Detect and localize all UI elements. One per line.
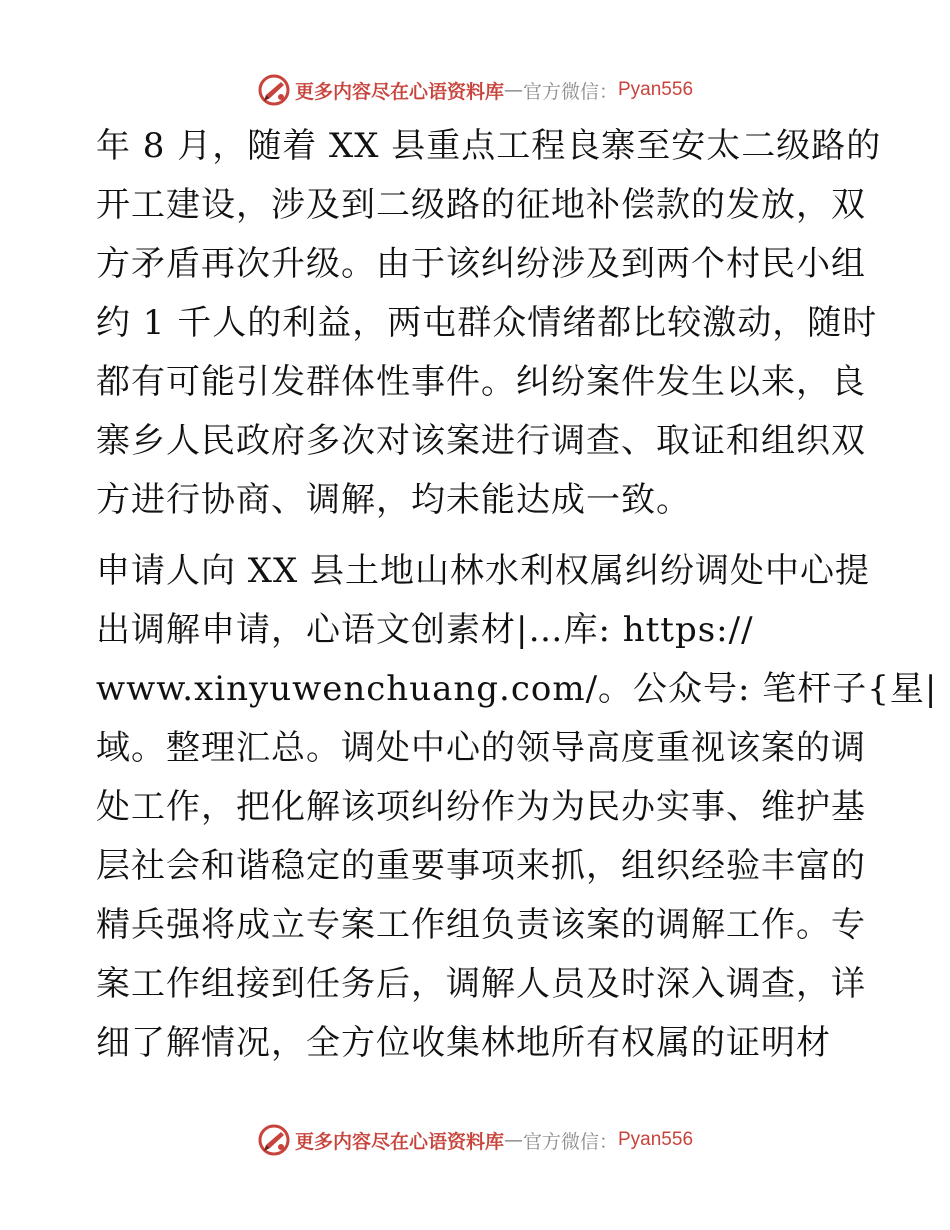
banner-main-text: 更多内容尽在心语资料库 <box>294 80 504 103</box>
footer-banner <box>0 1120 950 1160</box>
text-line: 域。整理汇总。调处中心的领导高度重视该案的调 <box>96 728 866 768</box>
paragraph-2 <box>96 542 938 1073</box>
text-line: 细了解情况，全方位收集林地所有权属的证明材 <box>96 1023 831 1063</box>
text-line: 申请人向 XX 县土地山林水利权属纠纷调处中心提 <box>96 551 871 591</box>
logo-icon <box>257 1123 291 1157</box>
text-line: www.xinyuwenchuang.com/。公众号: 笔杆子{星| <box>96 669 938 709</box>
document-body <box>96 117 938 1073</box>
paragraph-1 <box>96 117 882 530</box>
text-line: 案工作组接到任务后，调解人员及时深入调查，详 <box>96 964 866 1004</box>
text-line: 方矛盾再次升级。由于该纠纷涉及到两个村民小组 <box>96 244 866 284</box>
banner-wechat-label: 官方微信： <box>522 1130 618 1153</box>
text-line: 精兵强将成立专案工作组负责该案的调解工作。专 <box>96 905 866 945</box>
text-line: 寨乡人民政府多次对该案进行调查、取证和组织双 <box>96 421 866 461</box>
logo-icon <box>257 73 291 107</box>
banner-separator: — <box>503 1129 523 1151</box>
banner-separator: — <box>503 79 523 101</box>
header-banner <box>0 70 950 110</box>
text-line: 都有可能引发群体性事件。纠纷案件发生以来，良 <box>96 362 866 402</box>
text-line: 方进行协商、调解，均未能达成一致。 <box>96 480 691 520</box>
text-line: 层社会和谐稳定的重要事项来抓，组织经验丰富的 <box>96 846 866 886</box>
banner-wechat-id: Pyan556 <box>618 79 694 100</box>
text-line: 年 8 月，随着 XX 县重点工程良寨至安太二级路的 <box>96 126 882 166</box>
banner-wechat-label: 官方微信： <box>522 80 618 103</box>
banner-main-text: 更多内容尽在心语资料库 <box>294 1130 504 1153</box>
text-line: 处工作，把化解该项纠纷作为为民办实事、维护基 <box>96 787 866 827</box>
text-line: 出调解申请，心语文创素材|…库: https:// <box>96 610 754 650</box>
text-line: 约 1 千人的利益，两屯群众情绪都比较激动，随时 <box>96 303 878 343</box>
paragraph-gap <box>96 530 856 542</box>
banner-wechat-id: Pyan556 <box>618 1129 694 1150</box>
text-line: 开工建设，涉及到二级路的征地补偿款的发放，双 <box>96 185 866 225</box>
